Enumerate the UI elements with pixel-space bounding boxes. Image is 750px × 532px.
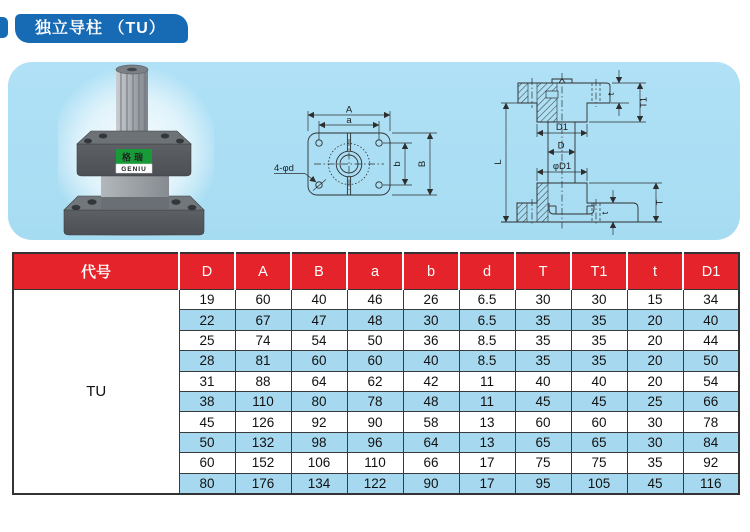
- table-cell: 78: [347, 391, 403, 411]
- section-view-drawing: [488, 62, 674, 238]
- page-title: 独立导柱 （TU）: [15, 14, 188, 43]
- table-cell: 98: [291, 432, 347, 452]
- table-cell: 48: [403, 391, 459, 411]
- table-cell: 92: [683, 453, 739, 473]
- table-cell: 81: [235, 351, 291, 371]
- column-header-code: 代号: [13, 253, 179, 290]
- top-view-drawing: [272, 88, 444, 224]
- column-header: a: [347, 253, 403, 290]
- code-cell: TU: [13, 290, 179, 494]
- table-cell: 50: [347, 330, 403, 350]
- table-cell: 105: [571, 473, 627, 494]
- table-cell: 6.5: [459, 310, 515, 330]
- dim-B: B: [417, 160, 428, 168]
- table-cell: 75: [515, 453, 571, 473]
- table-cell: 58: [403, 412, 459, 432]
- table-cell: 67: [235, 310, 291, 330]
- table-cell: 66: [683, 391, 739, 411]
- table-cell: 8.5: [459, 330, 515, 350]
- table-cell: 25: [627, 391, 683, 411]
- table-cell: 11: [459, 371, 515, 391]
- table-row: [13, 290, 739, 310]
- table-cell: 28: [179, 351, 235, 371]
- table-cell: 90: [403, 473, 459, 494]
- table-cell: 122: [347, 473, 403, 494]
- table-cell: 90: [347, 412, 403, 432]
- table-cell: 45: [515, 391, 571, 411]
- table-cell: 80: [291, 391, 347, 411]
- table-cell: 40: [291, 290, 347, 310]
- table-cell: 20: [627, 351, 683, 371]
- table-cell: 11: [459, 391, 515, 411]
- table-cell: 60: [347, 351, 403, 371]
- table-cell: 22: [179, 310, 235, 330]
- table-cell: 60: [291, 351, 347, 371]
- table-cell: 60: [235, 290, 291, 310]
- table-cell: 30: [627, 412, 683, 432]
- table-cell: 6.5: [459, 290, 515, 310]
- table-cell: 116: [683, 473, 739, 494]
- table-cell: 40: [571, 371, 627, 391]
- table-header-row: [13, 253, 739, 290]
- table-cell: 74: [235, 330, 291, 350]
- table-cell: 44: [683, 330, 739, 350]
- column-header: d: [459, 253, 515, 290]
- product-photo: [58, 63, 214, 237]
- column-header: T1: [571, 253, 627, 290]
- dim-b: b: [392, 161, 403, 167]
- table-cell: 40: [403, 351, 459, 371]
- table-cell: 40: [515, 371, 571, 391]
- table-cell: 20: [627, 330, 683, 350]
- column-header: B: [291, 253, 347, 290]
- dim-T: T: [654, 199, 666, 206]
- table-cell: 45: [571, 391, 627, 411]
- table-cell: 47: [291, 310, 347, 330]
- table-cell: 54: [291, 330, 347, 350]
- table-cell: 30: [515, 290, 571, 310]
- column-header: t: [627, 253, 683, 290]
- table-cell: 132: [235, 432, 291, 452]
- table-cell: 20: [627, 371, 683, 391]
- table-cell: 60: [571, 412, 627, 432]
- table-cell: 48: [347, 310, 403, 330]
- spec-table: [12, 252, 740, 495]
- table-cell: 35: [515, 330, 571, 350]
- table-cell: 35: [515, 351, 571, 371]
- dim-t-top: t: [606, 92, 617, 96]
- column-header: T: [515, 253, 571, 290]
- table-cell: 31: [179, 371, 235, 391]
- table-cell: 13: [459, 432, 515, 452]
- dim-D: D: [557, 140, 565, 152]
- table-cell: 17: [459, 453, 515, 473]
- table-cell: 50: [179, 432, 235, 452]
- table-cell: 95: [515, 473, 571, 494]
- table-cell: 92: [291, 412, 347, 432]
- table-cell: 60: [515, 412, 571, 432]
- table-cell: 54: [683, 371, 739, 391]
- table-cell: 46: [347, 290, 403, 310]
- table-cell: 66: [403, 453, 459, 473]
- table-cell: 88: [235, 371, 291, 391]
- table-cell: 134: [291, 473, 347, 494]
- holes-callout: 4-φd: [274, 163, 294, 174]
- table-cell: 30: [627, 432, 683, 452]
- drawing-panel: [8, 62, 740, 240]
- table-cell: 36: [403, 330, 459, 350]
- dim-D1: D1: [555, 122, 569, 133]
- table-cell: 15: [627, 290, 683, 310]
- table-cell: 80: [179, 473, 235, 494]
- table-cell: 34: [683, 290, 739, 310]
- table-cell: 62: [347, 371, 403, 391]
- table-cell: 35: [571, 351, 627, 371]
- column-header: D: [179, 253, 235, 290]
- table-cell: 126: [235, 412, 291, 432]
- table-cell: 38: [179, 391, 235, 411]
- table-cell: 96: [347, 432, 403, 452]
- table-cell: 26: [403, 290, 459, 310]
- column-header: b: [403, 253, 459, 290]
- brand-label: [116, 149, 152, 173]
- column-header: A: [235, 253, 291, 290]
- table-cell: 20: [627, 310, 683, 330]
- table-cell: 30: [571, 290, 627, 310]
- table-cell: 8.5: [459, 351, 515, 371]
- column-header: D1: [683, 253, 739, 290]
- table-cell: 35: [627, 453, 683, 473]
- table-cell: 64: [291, 371, 347, 391]
- table-cell: 45: [627, 473, 683, 494]
- dim-A: A: [345, 104, 353, 116]
- table-cell: 45: [179, 412, 235, 432]
- table-cell: 75: [571, 453, 627, 473]
- dim-a: a: [346, 115, 352, 126]
- table-cell: 40: [683, 310, 739, 330]
- table-cell: 65: [571, 432, 627, 452]
- table-cell: 25: [179, 330, 235, 350]
- dim-L: L: [493, 159, 504, 165]
- dim-t-bottom: t: [600, 211, 611, 215]
- table-cell: 65: [515, 432, 571, 452]
- dim-T1: T1: [638, 96, 650, 109]
- table-cell: 50: [683, 351, 739, 371]
- table-cell: 78: [683, 412, 739, 432]
- table-cell: 19: [179, 290, 235, 310]
- table-cell: 84: [683, 432, 739, 452]
- table-cell: 60: [179, 453, 235, 473]
- table-cell: 35: [571, 310, 627, 330]
- table-cell: 110: [347, 453, 403, 473]
- table-cell: 17: [459, 473, 515, 494]
- table-cell: 35: [571, 330, 627, 350]
- table-cell: 176: [235, 473, 291, 494]
- table-cell: 110: [235, 391, 291, 411]
- table-cell: 35: [515, 310, 571, 330]
- table-cell: 64: [403, 432, 459, 452]
- title-ribbon-notch: [0, 17, 8, 38]
- table-cell: 30: [403, 310, 459, 330]
- dim-phi-D1: φD1: [552, 161, 572, 172]
- brand-cn: 格瑞: [121, 152, 147, 163]
- brand-en: GENIU: [121, 166, 147, 173]
- table-cell: 152: [235, 453, 291, 473]
- table-cell: 42: [403, 371, 459, 391]
- table-cell: 106: [291, 453, 347, 473]
- table-cell: 13: [459, 412, 515, 432]
